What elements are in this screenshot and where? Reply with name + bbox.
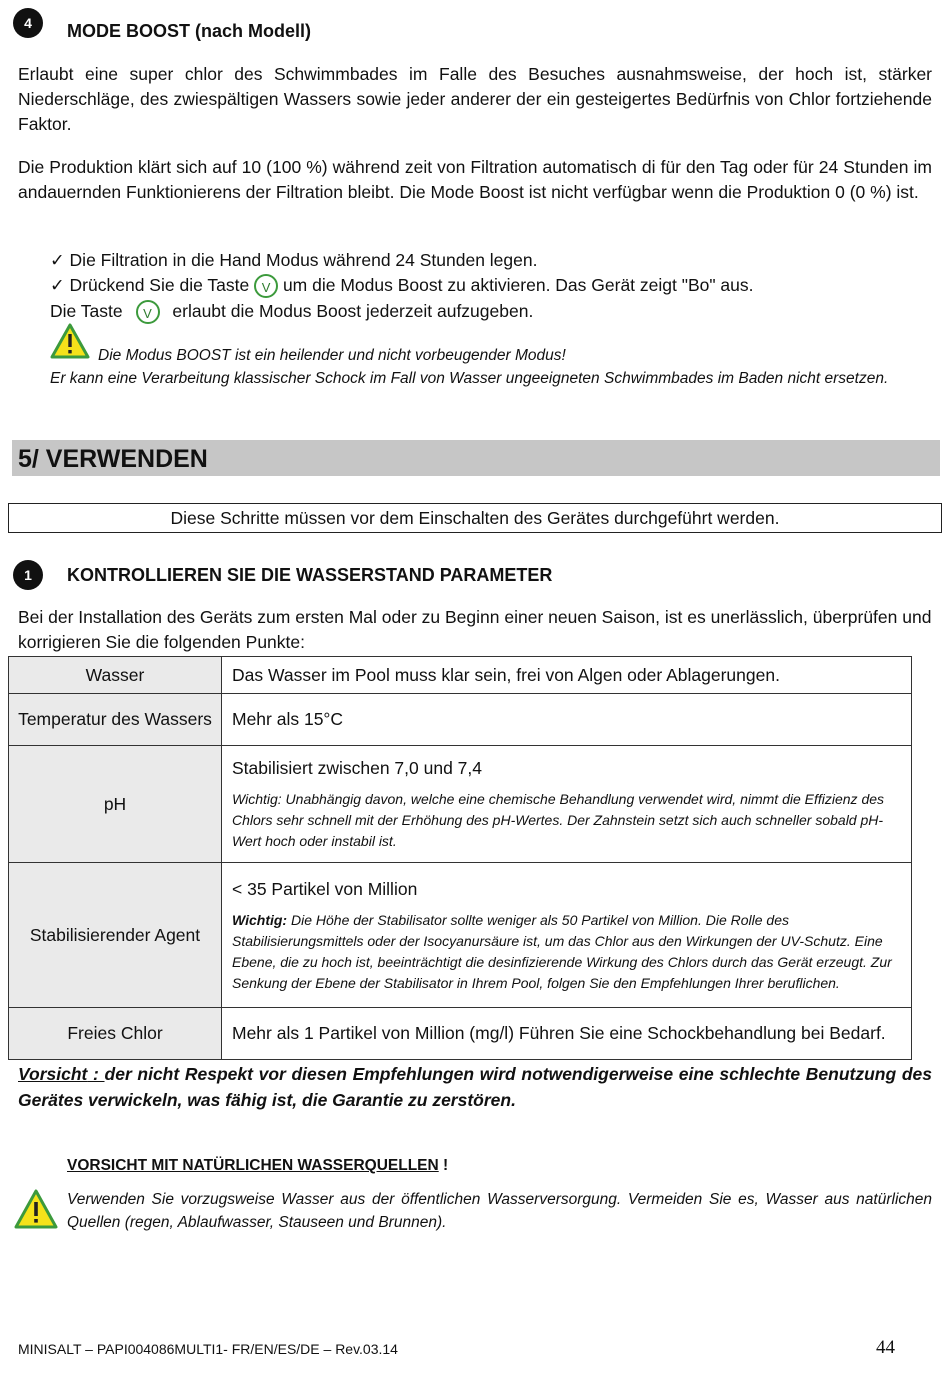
- step-number-badge: 1: [13, 560, 43, 590]
- param-note: Wichtig: Unabhängig davon, welche eine chemische Behandlung verwendet wird, nimmt die Effizienz des Chlors sehr schnell mit der Erhöhung des pH-Wertes. Der Zahnstein setzt sich auch schneller sobald pH-Wert hoch oder instabil ist.: [232, 791, 885, 849]
- param-value: Mehr als 1 Partikel von Million (mg/l) Führen Sie eine Schockbehandlung bei Bedarf.: [222, 1008, 912, 1060]
- param-label: Wasser: [9, 657, 222, 694]
- table-row: [9, 1008, 912, 1060]
- table-row: [9, 694, 912, 746]
- checklist-item: ✓ Die Filtration in die Hand Modus während 24 Stunden legen.: [50, 250, 538, 270]
- param-value: Stabilisiert zwischen 7,0 und 7,4: [232, 758, 482, 778]
- natural-water-text: Verwenden Sie vorzugsweise Wasser aus der öffentlichen Wasserversorgung. Vermeiden Sie es, Wasser aus natürlichen Quellen (regen, Ablaufwasser, Stauseen und Brunnen).: [67, 1191, 932, 1231]
- param-value: Das Wasser im Pool muss klar sein, frei von Algen oder Ablagerungen.: [222, 657, 912, 694]
- caution-label: Vorsicht: [18, 1064, 88, 1084]
- section-title-bar: 5/ VERWENDEN: [12, 440, 940, 476]
- caution-paragraph: Vorsicht : der nicht Respekt vor diesen Empfehlungen wird notwendigerweise eine schlechte Benutzung des Gerätes verwickeln, was fähig ist, die Garantie zu zerstören.: [18, 1064, 932, 1110]
- natural-water-heading: VORSICHT MIT NATÜRLICHEN WASSERQUELLEN !: [67, 1157, 449, 1174]
- notice-box: Diese Schritte müssen vor dem Einschalten des Gerätes durchgeführt werden.: [8, 503, 942, 533]
- step-number-badge: 4: [13, 8, 43, 38]
- param-note: Wichtig: Die Höhe der Stabilisator sollte weniger als 50 Partikel von Million. Die Rolle des Stabilisierungsmittels oder der Isocyanursäure ist, um das Chlor aus den Wirkungen der UV-Schutz. Eine Ebene, die zu hoch ist, beeinträchtigt die desinfizierende Wirkung des Chlors durch das Gerät erzeugt. Zur Senkung der Ebene der Stabilisator in Ihrem Pool, folgen Sie den Empfehlungen Ihrer beruflichen.: [232, 911, 892, 991]
- checklist-item: ✓ Drückend Sie die Taste V um die Modus Boost zu aktivieren. Das Gerät zeigt "Bo" aus.: [50, 273, 754, 298]
- table-row: [9, 657, 912, 694]
- taste-line: Die Taste V erlaubt die Modus Boost jederzeit aufzugeben.: [50, 299, 533, 324]
- param-cell: [222, 746, 912, 863]
- checkmark-icon: ✓: [50, 275, 65, 295]
- table-row: [9, 863, 912, 1008]
- warning-text: Er kann eine Verarbeitung klassischer Schock im Fall von Wasser ungeeigneten Schwimmbades im Baden nicht ersetzen.: [50, 370, 889, 387]
- v-key-icon: V: [136, 300, 160, 324]
- param-label: Stabilisierender Agent: [9, 863, 222, 1008]
- param-cell: [222, 863, 912, 1008]
- warning-text: Die Modus BOOST ist ein heilender und nicht vorbeugender Modus!: [98, 347, 566, 364]
- warning-icon: [14, 1189, 58, 1229]
- parameter-table: [8, 656, 912, 1060]
- v-key-icon: V: [254, 274, 278, 298]
- table-row: [9, 746, 912, 863]
- paragraph: Die Produktion klärt sich auf 10 (100 %) während zeit von Filtration automatisch di für den Tag oder für 24 Stunden im andauernden Funktionierens der Filtration bleibt. Die Mode Boost ist nicht verfügbar wenn die Produktion 0 (0 %) ist.: [18, 157, 932, 202]
- param-label: Temperatur des Wassers: [9, 694, 222, 746]
- section-heading: MODE BOOST (nach Modell): [67, 21, 312, 41]
- intro-text: Bei der Installation des Geräts zum ersten Mal oder zu Beginn einer neuen Saison, ist es unerlässlich, überprüfen und korrigieren Sie die folgenden Punkte:: [18, 607, 932, 652]
- page-number: 44: [876, 1337, 895, 1358]
- param-value: Mehr als 15°C: [222, 694, 912, 746]
- param-label: pH: [9, 746, 222, 863]
- paragraph: Erlaubt eine super chlor des Schwimmbades im Falle des Besuches ausnahmsweise, der hoch ist, stärker Niederschläge, des zwiespältigen Wassers sowie jeder anderer der ein gesteigertes Bedürfnis von Chlor fortziehende Faktor.: [18, 64, 932, 134]
- footer-doc-ref: MINISALT – PAPI004086MULTI1- FR/EN/ES/DE – Rev.03.14: [18, 1341, 398, 1357]
- checkmark-icon: ✓: [50, 250, 65, 270]
- step-heading: KONTROLLIEREN SIE DIE WASSERSTAND PARAMETER: [67, 565, 553, 585]
- param-label: Freies Chlor: [9, 1008, 222, 1060]
- warning-icon: [50, 323, 90, 359]
- param-value: < 35 Partikel von Million: [232, 878, 418, 899]
